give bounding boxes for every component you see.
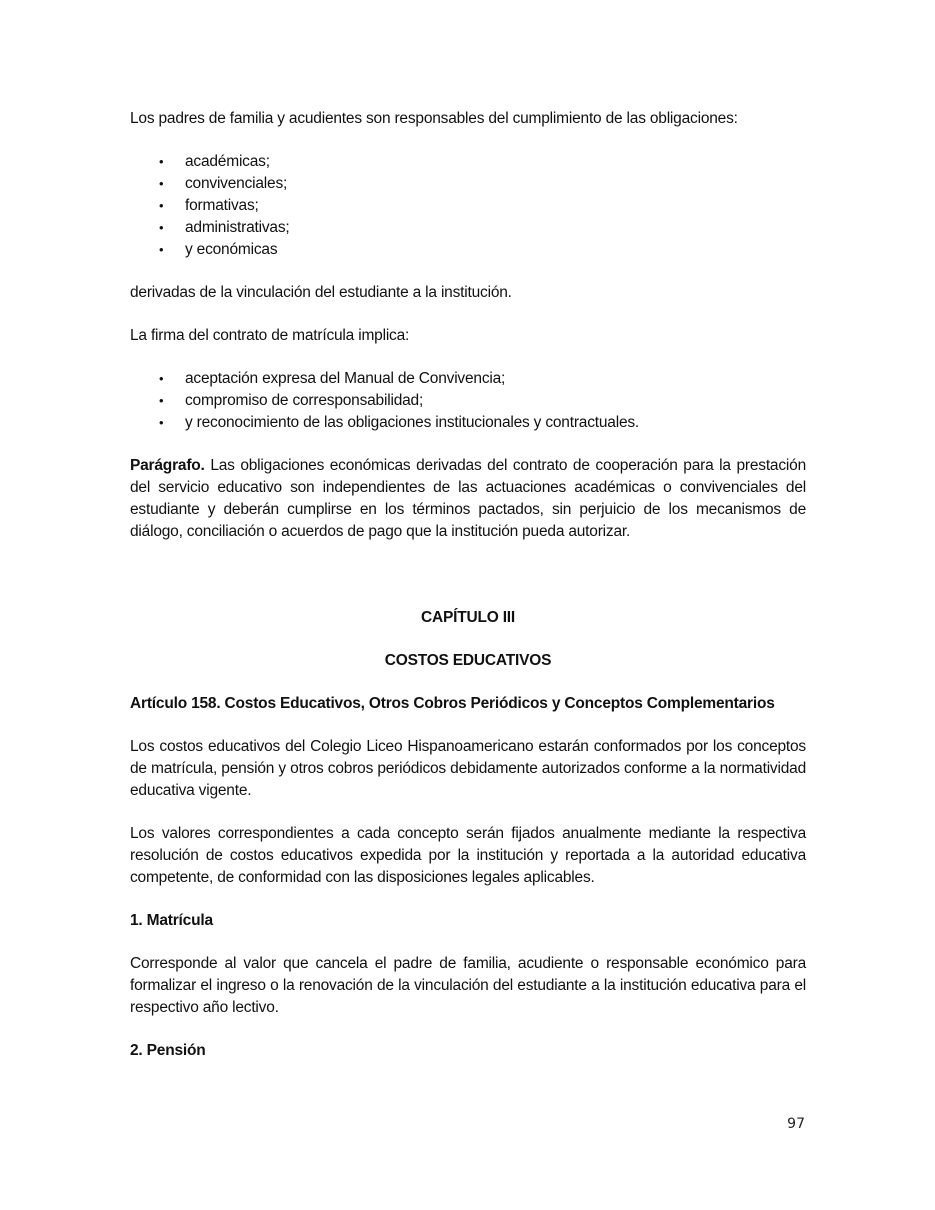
- section-text-matricula: Corresponde al valor que cancela el padre de familia, acudiente o responsable económico para formalizar el ingreso o la renovación de la vinculación del estudiante a la institución educativa para el respectivo año lectivo.: [130, 955, 806, 1016]
- bullet-icon: •: [159, 393, 164, 408]
- obligations-intro: Los padres de familia y acudientes son responsables del cumplimiento de las obligaciones:: [130, 110, 738, 127]
- paragrafo-paragraph: [130, 455, 806, 543]
- bullet-icon: •: [159, 371, 164, 386]
- paragrafo-label: Parágrafo.: [130, 457, 205, 474]
- list-item: • compromiso de corresponsabilidad;: [130, 390, 806, 412]
- list-item: • convivenciales;: [130, 173, 806, 195]
- chapter-heading: CAPÍTULO III: [420, 609, 516, 626]
- page-content: [130, 108, 806, 1062]
- article-title: Artículo 158. Costos Educativos, Otros Cobros Periódicos y Conceptos Complementarios: [130, 695, 775, 712]
- list-item: • y reconocimiento de las obligaciones institucionales y contractuales.: [130, 412, 806, 434]
- list-item: • académicas;: [130, 151, 806, 173]
- contract-list: [130, 368, 806, 434]
- bullet-icon: •: [159, 220, 164, 235]
- article-paragraph-2: Los valores correspondientes a cada concepto serán fijados anualmente mediante la respectiva resolución de costos educativos expedida por la institución y reportada a la autoridad educativa competente, de conformidad con las disposiciones legales aplicables.: [130, 825, 806, 886]
- page-number: 97: [787, 1116, 805, 1132]
- bullet-icon: •: [159, 415, 164, 430]
- list-item: • y económicas: [130, 239, 806, 261]
- paragrafo-text: Las obligaciones económicas derivadas del contrato de cooperación para la prestación del servicio educativo son independientes de las actuaciones académicas o convivenciales del estudiante y deberán cumplirse en los términos pactados, sin perjuicio de los mecanismos de diálogo, conciliación o acuerdos de pago que la institución pueda autorizar.: [130, 457, 806, 540]
- bullet-icon: •: [159, 242, 164, 257]
- section-heading-pension: 2. Pensión: [130, 1042, 206, 1059]
- chapter-title: COSTOS EDUCATIVOS: [384, 652, 552, 669]
- bullet-icon: •: [159, 154, 164, 169]
- list-item: • administrativas;: [130, 217, 806, 239]
- list-item: • formativas;: [130, 195, 806, 217]
- derived-text: derivadas de la vinculación del estudiante a la institución.: [130, 284, 512, 301]
- obligations-list: [130, 151, 806, 261]
- bullet-icon: •: [159, 176, 164, 191]
- bullet-icon: •: [159, 198, 164, 213]
- article-paragraph-1: Los costos educativos del Colegio Liceo Hispanoamericano estarán conformados por los conceptos de matrícula, pensión y otros cobros periódicos debidamente autorizados conforme a la normatividad educativa vigente.: [130, 738, 806, 799]
- section-heading-matricula: 1. Matrícula: [130, 912, 213, 929]
- list-item: • aceptación expresa del Manual de Convivencia;: [130, 368, 806, 390]
- contract-intro: La firma del contrato de matrícula implica:: [130, 327, 410, 344]
